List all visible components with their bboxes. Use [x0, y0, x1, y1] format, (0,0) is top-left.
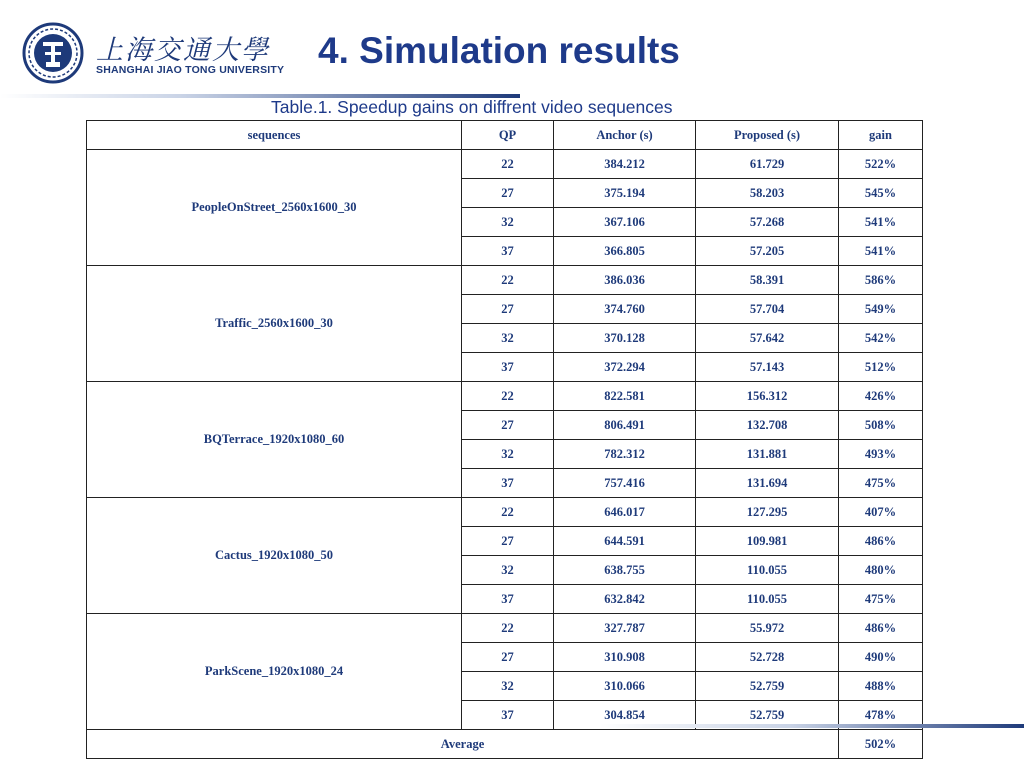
qp-cell: 27	[462, 411, 554, 440]
proposed-cell: 131.694	[696, 469, 839, 498]
anchor-cell: 822.581	[554, 382, 696, 411]
proposed-cell: 110.055	[696, 556, 839, 585]
anchor-cell: 310.908	[554, 643, 696, 672]
column-header-gain: gain	[839, 121, 923, 150]
anchor-cell: 367.106	[554, 208, 696, 237]
qp-cell: 27	[462, 643, 554, 672]
anchor-cell: 386.036	[554, 266, 696, 295]
qp-cell: 37	[462, 353, 554, 382]
qp-cell: 22	[462, 382, 554, 411]
qp-cell: 37	[462, 585, 554, 614]
anchor-cell: 375.194	[554, 179, 696, 208]
qp-cell: 27	[462, 295, 554, 324]
qp-cell: 22	[462, 498, 554, 527]
gain-cell: 542%	[839, 324, 923, 353]
proposed-cell: 57.205	[696, 237, 839, 266]
sequence-cell: PeopleOnStreet_2560x1600_30	[87, 150, 462, 266]
gain-cell: 549%	[839, 295, 923, 324]
gain-cell: 508%	[839, 411, 923, 440]
results-table	[86, 120, 923, 759]
proposed-cell: 61.729	[696, 150, 839, 179]
average-gain: 502%	[839, 730, 923, 759]
gain-cell: 522%	[839, 150, 923, 179]
gain-cell: 486%	[839, 614, 923, 643]
column-header-qp: QP	[462, 121, 554, 150]
qp-cell: 27	[462, 179, 554, 208]
university-chinese-name: 上海交通大學	[96, 35, 270, 66]
proposed-cell: 127.295	[696, 498, 839, 527]
qp-cell: 27	[462, 527, 554, 556]
proposed-cell: 57.704	[696, 295, 839, 324]
proposed-cell: 109.981	[696, 527, 839, 556]
gain-cell: 475%	[839, 585, 923, 614]
university-logo	[22, 22, 285, 86]
footer-divider	[600, 724, 1024, 728]
slide-title: 4. Simulation results	[318, 30, 680, 71]
sequence-cell: BQTerrace_1920x1080_60	[87, 382, 462, 498]
proposed-cell: 57.268	[696, 208, 839, 237]
anchor-cell: 757.416	[554, 469, 696, 498]
anchor-cell: 374.760	[554, 295, 696, 324]
qp-cell: 37	[462, 469, 554, 498]
proposed-cell: 131.881	[696, 440, 839, 469]
anchor-cell: 644.591	[554, 527, 696, 556]
qp-cell: 32	[462, 324, 554, 353]
proposed-cell: 58.203	[696, 179, 839, 208]
anchor-cell: 638.755	[554, 556, 696, 585]
anchor-cell: 327.787	[554, 614, 696, 643]
qp-cell: 22	[462, 266, 554, 295]
anchor-cell: 806.491	[554, 411, 696, 440]
table-row	[87, 382, 923, 411]
table-row	[87, 150, 923, 179]
university-english-name: SHANGHAI JIAO TONG UNIVERSITY	[96, 64, 285, 76]
qp-cell: 22	[462, 614, 554, 643]
anchor-cell: 782.312	[554, 440, 696, 469]
anchor-cell: 370.128	[554, 324, 696, 353]
proposed-cell: 52.728	[696, 643, 839, 672]
anchor-cell: 304.854	[554, 701, 696, 730]
gain-cell: 512%	[839, 353, 923, 382]
sequence-cell: ParkScene_1920x1080_24	[87, 614, 462, 730]
proposed-cell: 156.312	[696, 382, 839, 411]
proposed-cell: 52.759	[696, 701, 839, 730]
gain-cell: 488%	[839, 672, 923, 701]
anchor-cell: 372.294	[554, 353, 696, 382]
proposed-cell: 52.759	[696, 672, 839, 701]
gain-cell: 545%	[839, 179, 923, 208]
table-caption: Table.1. Speedup gains on diffrent video sequences	[271, 97, 673, 117]
qp-cell: 37	[462, 701, 554, 730]
column-header-proposed: Proposed (s)	[696, 121, 839, 150]
anchor-cell: 384.212	[554, 150, 696, 179]
gain-cell: 490%	[839, 643, 923, 672]
table-row	[87, 614, 923, 643]
sequence-cell: Cactus_1920x1080_50	[87, 498, 462, 614]
average-row	[87, 730, 923, 759]
gain-cell: 586%	[839, 266, 923, 295]
gain-cell: 475%	[839, 469, 923, 498]
table-header-row	[87, 121, 923, 150]
anchor-cell: 632.842	[554, 585, 696, 614]
table-row	[87, 266, 923, 295]
gain-cell: 493%	[839, 440, 923, 469]
qp-cell: 37	[462, 237, 554, 266]
qp-cell: 22	[462, 150, 554, 179]
gain-cell: 486%	[839, 527, 923, 556]
gain-cell: 426%	[839, 382, 923, 411]
gain-cell: 541%	[839, 237, 923, 266]
qp-cell: 32	[462, 440, 554, 469]
proposed-cell: 57.143	[696, 353, 839, 382]
gain-cell: 541%	[839, 208, 923, 237]
proposed-cell: 55.972	[696, 614, 839, 643]
anchor-cell: 646.017	[554, 498, 696, 527]
university-emblem-icon	[22, 22, 84, 84]
anchor-cell: 366.805	[554, 237, 696, 266]
anchor-cell: 310.066	[554, 672, 696, 701]
proposed-cell: 57.642	[696, 324, 839, 353]
gain-cell: 480%	[839, 556, 923, 585]
qp-cell: 32	[462, 208, 554, 237]
proposed-cell: 132.708	[696, 411, 839, 440]
gain-cell: 478%	[839, 701, 923, 730]
table-row	[87, 498, 923, 527]
column-header-sequences: sequences	[87, 121, 462, 150]
qp-cell: 32	[462, 672, 554, 701]
proposed-cell: 110.055	[696, 585, 839, 614]
column-header-anchor: Anchor (s)	[554, 121, 696, 150]
average-label: Average	[87, 730, 839, 759]
sequence-cell: Traffic_2560x1600_30	[87, 266, 462, 382]
proposed-cell: 58.391	[696, 266, 839, 295]
qp-cell: 32	[462, 556, 554, 585]
gain-cell: 407%	[839, 498, 923, 527]
